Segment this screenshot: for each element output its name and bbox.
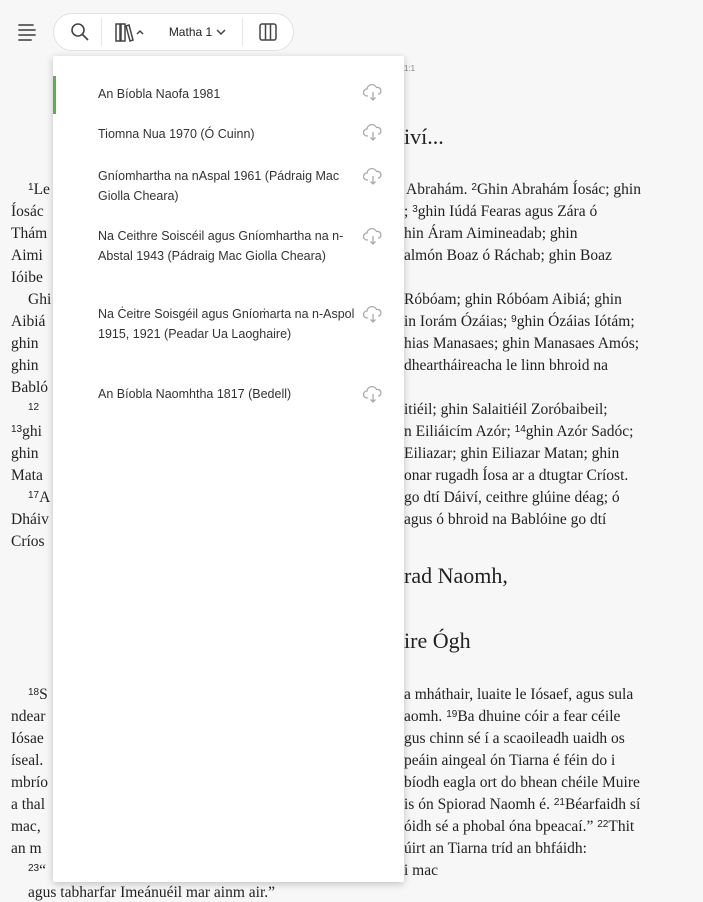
verse-line: $^1$Le — [28, 181, 50, 198]
verse-line: Íosác — [11, 203, 44, 220]
verse-line: in Iorám Ózáias; $^9$ghin Ózáias Iótám; — [404, 313, 635, 330]
selected-indicator — [53, 76, 56, 114]
verse-line: Dháiv — [11, 511, 49, 528]
verse-line: úirt an Tiarna tríd an bhfáidh: — [404, 840, 587, 857]
verse-line: i mac — [404, 862, 438, 879]
hamburger-icon — [16, 21, 38, 43]
toolbar-divider — [101, 18, 102, 46]
verse-line: n Eiliáicím Azór; $^{14}$ghin Azór Sadóc; — [404, 423, 634, 440]
verse-line: hias Manasaes; ghin Manasaes Amós; — [404, 335, 640, 352]
verse-line: ; $^3$ghin Iúdá Fearas agus Zára ó — [404, 203, 598, 220]
verse-line: Babló — [11, 379, 49, 396]
verse-line: Iósae — [11, 730, 44, 747]
verse-line: an m — [11, 840, 42, 857]
verse-line: Thám — [11, 225, 48, 242]
version-item[interactable] — [53, 374, 404, 414]
verse-line: ghin — [11, 357, 39, 374]
search-icon — [70, 22, 90, 42]
version-label: Tiomna Nua 1970 (Ó Cuinn) — [98, 127, 255, 141]
verse-line: óidh sé a phobal óna bpeacaí.” $^{22}$Thit — [404, 818, 635, 835]
verse-line: $^{18}$S — [28, 686, 48, 703]
columns-icon — [258, 22, 278, 42]
verse-line: gus chinn sé í a scaoileadh uaidh os — [404, 730, 625, 747]
verse-line: hin Áram Aimineadab; ghin — [404, 225, 578, 242]
verse-line: $^{13}$ghi — [11, 423, 42, 440]
version-item[interactable] — [53, 216, 404, 294]
cloud-download-icon[interactable] — [363, 83, 383, 101]
verse-line: Eiliazar; ghin Eiliazar Matan; ghin — [404, 445, 620, 462]
verse-line: bíodh eagla ort do bhean chéile Muire — [404, 774, 640, 791]
version-label: Na Ċeitre Soisgéil agus Gníoṁarta na n-Aspol 1915, 1921 (Peadar Ua Laoghaire) — [98, 307, 355, 341]
version-item[interactable] — [53, 156, 404, 216]
library-button[interactable] — [107, 14, 153, 50]
verse-line: a thal — [11, 796, 45, 813]
verse-line: ndear — [11, 708, 46, 725]
toolbar-pill — [53, 13, 294, 51]
verse-line: Aimi — [11, 247, 43, 264]
chevron-down-icon — [215, 27, 227, 37]
version-label: An Bíobla Naomhtha 1817 (Bedell) — [98, 387, 292, 401]
book-selector[interactable] — [160, 14, 236, 50]
verse-line: Ióibe — [11, 269, 43, 286]
cloud-download-icon[interactable] — [363, 227, 383, 245]
version-dropdown — [53, 56, 404, 882]
verse-line: ghin — [11, 335, 39, 352]
verse-line: mbrío — [11, 774, 49, 791]
verse-line: Ghi — [28, 291, 52, 308]
section-heading: rad Naomh, — [404, 563, 508, 588]
verse-line: Róbóam; ghin Róbóam Aibiá; ghin — [404, 291, 622, 308]
verse-line: ghin — [11, 445, 39, 462]
section-heading: iví... — [404, 124, 444, 149]
verse-line: mac, — [11, 818, 41, 835]
columns-button[interactable] — [248, 14, 288, 50]
cloud-download-icon[interactable] — [363, 167, 383, 185]
verse-line: íseal. — [11, 752, 44, 769]
version-item[interactable] — [53, 76, 404, 114]
cloud-download-icon[interactable] — [363, 305, 383, 323]
verse-line: Aibiá — [11, 313, 46, 330]
cloud-download-icon[interactable] — [363, 385, 383, 403]
verse-line: agus tabharfar Imeánuéil mar ainm air.” — [28, 884, 276, 901]
chapter-ref: 1:1 — [404, 64, 416, 73]
verse-line: Mata — [11, 467, 43, 484]
verse-line: almón Boaz ó Ráchab; ghin Boaz — [404, 247, 612, 264]
verse-line: itiéil; ghin Salaitiéil Zoróbaibeil; — [404, 401, 608, 418]
menu-button[interactable] — [14, 18, 40, 46]
verse-line: $^{17}$A — [28, 489, 51, 506]
toolbar-divider — [242, 18, 243, 46]
verse-line: dheartháireacha le linn bhroid na — [404, 357, 608, 374]
books-icon — [113, 21, 147, 43]
verse-line: onar rugadh Íosa ar a dtugtar Críost. — [404, 467, 629, 484]
version-item[interactable] — [53, 294, 404, 374]
version-label: Na Ceithre Soiscéil agus Gníomhartha na n-Abstal 1943 (Pádraig Mac Giolla Cheara) — [98, 229, 344, 263]
section-heading: ire Ógh — [404, 628, 471, 653]
verse-number: 12 — [28, 402, 40, 413]
search-button[interactable] — [60, 14, 100, 50]
verse-line: peáin aingeal ón Tiarna é féin do i — [404, 752, 616, 769]
verse-line: is ón Spiorad Naomh é. $^{21}$Béarfaidh sí — [404, 796, 641, 813]
version-label: Gníomhartha na nAspal 1961 (Pádraig Mac Giolla Cheara) — [98, 169, 340, 203]
verse-line: a mháthair, luaite le Iósaef, agus sula — [404, 686, 634, 703]
verse-line: agus ó bhroid na Bablóine go dtí — [404, 511, 607, 528]
verse-line: Abrahám. $^2$Ghin Abrahám Íosác; ghin — [406, 181, 641, 198]
version-label: An Bíobla Naofa 1981 — [98, 87, 221, 101]
verse-line: Críos — [11, 533, 45, 550]
verse-line: go dtí Dáiví, ceithre glúine déag; ó — [404, 489, 620, 506]
verse-line: $^{23}$“ — [28, 862, 47, 879]
verse-line: aomh. $^{19}$Ba dhuine cóir a fear céile — [404, 708, 621, 725]
cloud-download-icon[interactable] — [363, 123, 383, 141]
version-item[interactable] — [53, 114, 404, 154]
book-selector-label: Matha 1 — [168, 25, 213, 39]
